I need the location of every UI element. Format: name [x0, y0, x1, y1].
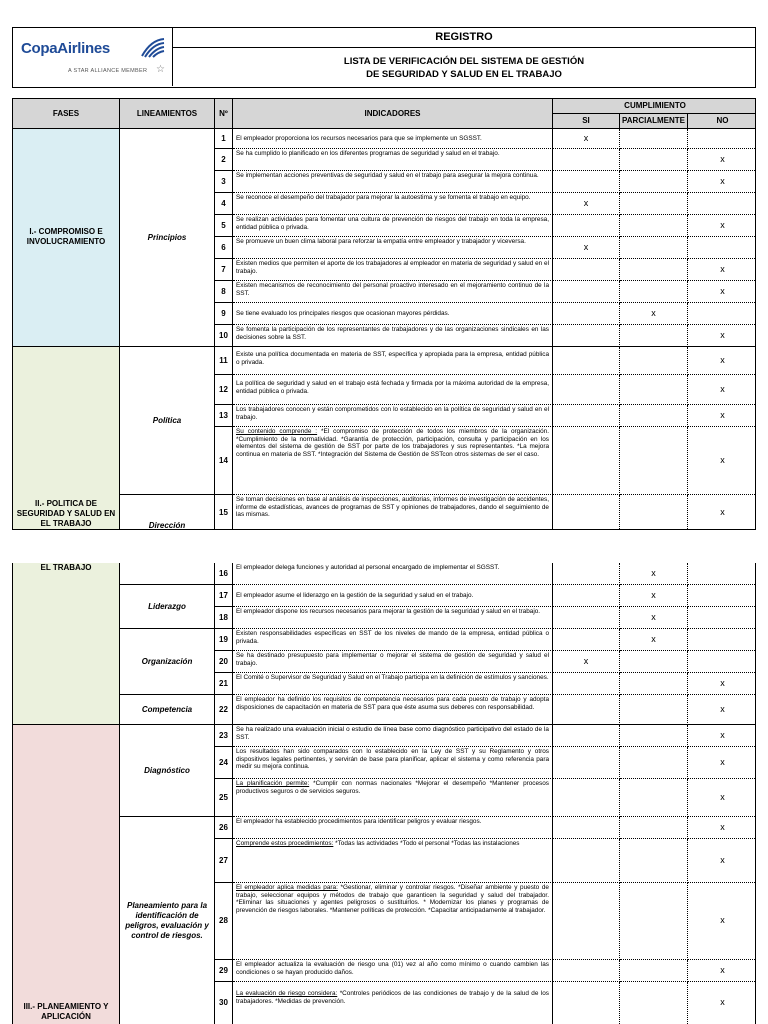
- mark-parcial: [620, 747, 688, 779]
- mark-no: x: [688, 673, 756, 695]
- mark-no: [688, 129, 756, 149]
- row-number: 13: [215, 405, 233, 427]
- indicator-text: Se realizan actividades para fomentar una cultura de prevención de riesgos del trabajo en toda la empresa, entidad pública o privada.: [233, 215, 553, 237]
- mark-no: x: [688, 325, 756, 347]
- row-number: 17: [215, 585, 233, 607]
- mark-no: [688, 651, 756, 673]
- row-number: 21: [215, 673, 233, 695]
- mark-parcial: [620, 149, 688, 171]
- mark-no: x: [688, 149, 756, 171]
- lineamiento-direccion-cont: [120, 563, 215, 585]
- mark-no: x: [688, 215, 756, 237]
- mark-si: [553, 883, 620, 960]
- indicator-text: Se ha realizado una evaluación inicial o estudio de línea base como diagnóstico participativo del estado de la SST.: [233, 725, 553, 747]
- row-number: 7: [215, 259, 233, 281]
- indicator-text: El empleador asume el liderazgo en la gestión de la seguridad y salud en el trabajo.: [233, 585, 553, 607]
- row-number: 30: [215, 982, 233, 1024]
- row-number: 10: [215, 325, 233, 347]
- phase-politica-continued: EL TRABAJO: [13, 563, 120, 725]
- document-subtitle: [173, 49, 755, 86]
- row-number: 16: [215, 563, 233, 585]
- mark-parcial: x: [620, 585, 688, 607]
- mark-parcial: [620, 839, 688, 883]
- indicator-text: Existen medios que permiten el aporte de los trabajadores al empleador en materia de seguridad y salud en el trabajo.: [233, 259, 553, 281]
- row-number: 24: [215, 747, 233, 779]
- mark-si: x: [553, 193, 620, 215]
- star-alliance-icon: ☆: [156, 64, 165, 75]
- mark-no: [688, 585, 756, 607]
- indicator-text: [233, 427, 553, 495]
- phase-planeamiento: III.- PLANEAMIENTO Y APLICACIÓN: [13, 725, 120, 1024]
- indicator-body: *Gestionar, eliminar y controlar riesgos. *Diseñar ambiente y puesto de trabajo, seleccionar equipos y métodos de trabajo que garanticen la seguridad y salud del trabajador. *Eliminar las situaciones y agentes peligrosos o sustituirlos. * Modernizar los planes y programas de prevención de riesgos laborales. *Mantener políticas de protección. *Capacitar anticipadamente al trabajador.: [236, 884, 549, 914]
- mark-no: x: [688, 427, 756, 495]
- mark-no: x: [688, 817, 756, 839]
- document-title: REGISTRO: [173, 28, 755, 48]
- subtitle-line-1: LISTA DE VERIFICACIÓN DEL SISTEMA DE GESTIÓN: [343, 56, 585, 67]
- mark-parcial: [620, 427, 688, 495]
- mark-si: [553, 817, 620, 839]
- mark-no: x: [720, 997, 725, 1008]
- row-number: 23: [215, 725, 233, 747]
- mark-parcial: [620, 405, 688, 427]
- mark-no: x: [688, 171, 756, 193]
- phase-compromiso: I.- COMPROMISO E INVOLUCRAMIENTO: [13, 129, 120, 347]
- mark-parcial: [620, 779, 688, 817]
- indicator-text: Se tiene evaluado los principales riesgos que ocasionan mayores pérdidas.: [233, 303, 553, 325]
- mark-no: x: [688, 347, 756, 375]
- mark-no: x: [720, 507, 725, 518]
- mark-si: [553, 347, 620, 375]
- mark-no: x: [688, 839, 756, 883]
- mark-parcial: [620, 215, 688, 237]
- mark-no: [688, 563, 756, 585]
- indicator-text: Se ha cumplido lo planificado en los diferentes programas de seguridad y salud en el trabajo.: [233, 149, 553, 171]
- subtitle-line-2: DE SEGURIDAD Y SALUD EN EL TRABAJO: [366, 69, 562, 80]
- mark-parcial: [620, 695, 688, 725]
- mark-si: x: [553, 129, 620, 149]
- indicator-text: Los resultados han sido comparados con lo establecido en la Ley de SST y su Reglamento y otros dispositivos legales pertinentes, y servirán de base para planificar, aplicar el sistema y como referencia para medir su mejora continua.: [233, 747, 553, 779]
- mark-parcial: [620, 495, 688, 530]
- mark-si: [553, 673, 620, 695]
- mark-si: [553, 215, 620, 237]
- indicator-heading: El empleador aplica medidas para:: [236, 884, 338, 891]
- mark-si: [553, 171, 620, 193]
- mark-si: [553, 839, 620, 883]
- lineamiento-organizacion: Organización: [120, 629, 215, 695]
- mark-parcial: [620, 171, 688, 193]
- row-number: 19: [215, 629, 233, 651]
- row-number: 25: [215, 779, 233, 817]
- mark-si: [553, 585, 620, 607]
- indicator-text: El empleador ha definido los requisitos de competencia necesarios para cada puesto de trabajo y adopta disposiciones de capacitación en materia de SST para que éste asuma sus deberes con responsabilidad.: [233, 695, 553, 725]
- mark-si: x: [553, 651, 620, 673]
- row-number: 22: [215, 695, 233, 725]
- col-indicadores: INDICADORES: [233, 99, 553, 129]
- mark-si: [553, 960, 620, 982]
- mark-no: x: [688, 405, 756, 427]
- indicator-text: Se toman decisiones en base al análisis de inspecciones, auditorias, informes de investigación de accidentes, informe de estadísticas, avances de programas de SST y opiniones de trabajadores, dando el seguimiento de las mismas.: [233, 495, 553, 530]
- mark-parcial: [620, 817, 688, 839]
- mark-parcial: [620, 347, 688, 375]
- indicator-body: *El compromiso de protección de todos los miembros de la organización. *Cumplimiento de la normatividad. *Garantía de protección, participación, consulta y participación en los elementos del sistema de gestión de SST por parte de los trabajadores y sus representantes. *La mejora continua en materia de SST. *Integración del Sistema de Gestión de SSTcon otros sistemas de ser el caso.: [236, 428, 549, 458]
- row-number: 14: [215, 427, 233, 495]
- row-number: 1: [215, 129, 233, 149]
- mark-no: x: [688, 725, 756, 747]
- row-number: 26: [215, 817, 233, 839]
- indicator-text: Se ha destinado presupuesto para implementar o mejorar el sistema de gestión de seguridad y salud el trabajo.: [233, 651, 553, 673]
- indicator-text: [233, 883, 553, 960]
- indicator-text: Existe una política documentada en materia de SST, específica y apropiada para la empresa, entidad pública o privada.: [233, 347, 553, 375]
- indicator-body: *Todas las actividades *Todo el personal *Todas las instalaciones: [335, 840, 520, 847]
- indicator-text: El empleador proporciona los recursos necesarios para que se implemente un SGSST.: [233, 129, 553, 149]
- col-parcialmente: PARCIALMENTE: [620, 114, 688, 129]
- mark-parcial: x: [620, 563, 688, 585]
- col-si: SI: [553, 114, 620, 129]
- checklist-table-part-2: [12, 563, 756, 1024]
- col-fases: FASES: [13, 99, 120, 129]
- mark-parcial: [620, 960, 688, 982]
- col-lineamientos: LINEAMIENTOS: [120, 99, 215, 129]
- lineamiento-principios: Principios: [120, 129, 215, 347]
- mark-no: [688, 607, 756, 629]
- mark-si: [553, 695, 620, 725]
- indicator-text: Los trabajadores conocen y están comprometidos con lo establecido en la política de seguridad y salud en el trabajo.: [233, 405, 553, 427]
- mark-si: [553, 982, 620, 1024]
- indicator-text: El empleador ha establecido procedimientos para identificar peligros y evaluar riesgos.: [233, 817, 553, 839]
- mark-no: x: [688, 883, 756, 960]
- indicator-text: La política de seguridad y salud en el trabajo está fechada y firmada por la máxima autoridad de la empresa, entidad pública o privada.: [233, 375, 553, 405]
- mark-no: x: [688, 960, 756, 982]
- mark-si: [553, 779, 620, 817]
- mark-si: x: [553, 237, 620, 259]
- logo-text: CopaAirlines: [21, 40, 110, 57]
- indicator-heading: Comprende estos procedimientos:: [236, 840, 334, 847]
- mark-parcial: [620, 193, 688, 215]
- row-number: 5: [215, 215, 233, 237]
- mark-parcial: [620, 883, 688, 960]
- mark-parcial: [620, 375, 688, 405]
- lineamiento-diagnostico: Diagnóstico: [120, 725, 215, 817]
- mark-parcial: [620, 673, 688, 695]
- mark-no: x: [688, 375, 756, 405]
- row-number: 3: [215, 171, 233, 193]
- mark-si: [553, 607, 620, 629]
- mark-no: x: [688, 779, 756, 817]
- lineamiento-liderazgo: Liderazgo: [120, 585, 215, 629]
- indicator-text: [233, 982, 553, 1024]
- indicator-text: El Comité o Supervisor de Seguridad y Salud en el Trabajo participa en la definición de estímulos y sanciones.: [233, 673, 553, 695]
- indicator-text: [233, 839, 553, 883]
- mark-si: [553, 259, 620, 281]
- mark-parcial: x: [620, 607, 688, 629]
- mark-si: [553, 725, 620, 747]
- mark-si: [553, 281, 620, 303]
- mark-parcial: [620, 129, 688, 149]
- mark-parcial: [620, 725, 688, 747]
- row-number: 8: [215, 281, 233, 303]
- indicator-text: Se implementan acciones preventivas de seguridad y salud en el trabajo para asegurar la mejora continua.: [233, 171, 553, 193]
- mark-no: [688, 237, 756, 259]
- mark-no: x: [688, 747, 756, 779]
- mark-si: [553, 405, 620, 427]
- row-number: 12: [215, 375, 233, 405]
- mark-no: x: [688, 281, 756, 303]
- row-number: 9: [215, 303, 233, 325]
- mark-si: [553, 325, 620, 347]
- lineamiento-direccion: Dirección: [120, 495, 215, 530]
- row-number: 2: [215, 149, 233, 171]
- mark-parcial: x: [620, 629, 688, 651]
- phase-politica: II.- POLITICA DE SEGURIDAD Y SALUD EN EL TRABAJO: [13, 347, 120, 530]
- mark-parcial: x: [620, 303, 688, 325]
- mark-si: [553, 427, 620, 495]
- indicator-text: El empleador actualiza la evaluación de riesgo una (01) vez al año como mínimo o cuando cambien las condiciones o se hayan producido daños.: [233, 960, 553, 982]
- indicator-text: Se reconoce el desempeño del trabajador para mejorar la autoestima y se fomenta el trabajo en equipo.: [233, 193, 553, 215]
- indicator-text: Se promueve un buen clima laboral para reforzar la empatía entre empleador y trabajador y viceversa.: [233, 237, 553, 259]
- mark-si: [553, 149, 620, 171]
- mark-no: x: [688, 259, 756, 281]
- indicator-text: Se fomenta la participación de los representantes de trabajadores y de las organizaciones sindicales en las decisiones sobre la SST.: [233, 325, 553, 347]
- company-logo: [13, 28, 173, 86]
- mark-parcial: [620, 651, 688, 673]
- mark-si: [553, 747, 620, 779]
- mark-si: [553, 629, 620, 651]
- mark-no: [688, 193, 756, 215]
- indicator-body: *Cumplir con normas nacionales *Mejorar el desempeño *Mantener procesos productivos seguros o de servicios seguros.: [236, 780, 549, 795]
- indicator-text: El empleador dispone los recursos necesarios para mejorar la gestión de la seguridad y salud en el trabajo.: [233, 607, 553, 629]
- row-number: 20: [215, 651, 233, 673]
- row-number: 29: [215, 960, 233, 982]
- indicator-body: *Controles periódicos de las condiciones de trabajo y de la salud de los trabajadores. *Medidas de prevención.: [236, 990, 549, 1005]
- mark-si: [553, 495, 620, 530]
- row-number: 6: [215, 237, 233, 259]
- copa-wing-icon: [141, 38, 165, 58]
- row-number: 4: [215, 193, 233, 215]
- mark-si: [553, 303, 620, 325]
- row-number: 18: [215, 607, 233, 629]
- indicator-text: El empleador delega funciones y autoridad al personal encargado de implementar el SGSST.: [233, 563, 553, 585]
- indicator-heading: La planificación permite:: [236, 780, 310, 787]
- mark-si: [553, 563, 620, 585]
- indicator-heading: Su contenido comprende :: [236, 428, 318, 435]
- checklist-table-part-1: [12, 98, 756, 530]
- indicator-heading: La evaluación de riesgo considera:: [236, 990, 338, 997]
- mark-no: x: [688, 695, 756, 725]
- row-number: 11: [215, 347, 233, 375]
- row-number: 27: [215, 839, 233, 883]
- lineamiento-competencia: Competencia: [120, 695, 215, 725]
- row-number: 15: [215, 495, 233, 530]
- col-cumplimiento: CUMPLIMIENTO: [553, 99, 756, 114]
- logo-subtitle: A STAR ALLIANCE MEMBER: [68, 68, 148, 74]
- mark-parcial: [620, 237, 688, 259]
- col-num: Nº: [215, 99, 233, 129]
- mark-no: [688, 629, 756, 651]
- lineamiento-planeamiento: Planeamiento para la identificación de peligros, evaluación y control de riesgos.: [120, 817, 215, 1024]
- lineamiento-politica: Política: [120, 347, 215, 495]
- document-header: [12, 27, 756, 88]
- mark-si: [553, 375, 620, 405]
- mark-no: [688, 303, 756, 325]
- mark-parcial: [620, 281, 688, 303]
- mark-parcial: [620, 325, 688, 347]
- mark-parcial: [620, 982, 688, 1024]
- indicator-text: Existen mecanismos de reconocimiento del personal proactivo interesado en el mejoramiento continuo de la SST.: [233, 281, 553, 303]
- col-no: NO: [688, 114, 756, 129]
- indicator-text: Existen responsabilidades específicas en SST de los niveles de mando de la empresa, entidad pública o privada.: [233, 629, 553, 651]
- row-number: 28: [215, 883, 233, 960]
- indicator-text: [233, 779, 553, 817]
- mark-parcial: [620, 259, 688, 281]
